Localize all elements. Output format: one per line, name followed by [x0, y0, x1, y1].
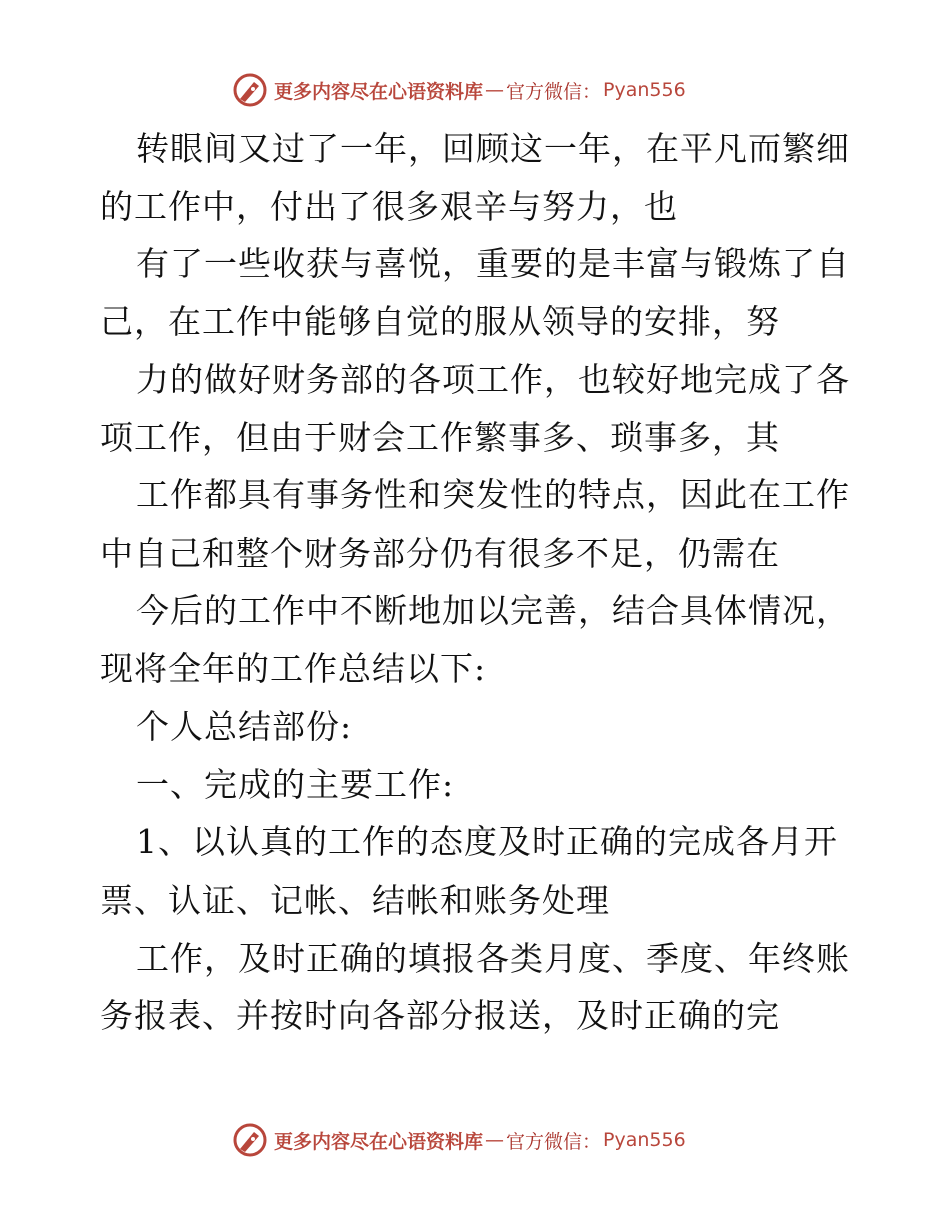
- text-line: 力的做好财务部的各项工作，也较好地完成了各: [136, 360, 850, 399]
- text-line: 1、以认真的工作的态度及时正确的完成各月开: [136, 822, 838, 861]
- text-line: 的工作中，付出了很多艰辛与努力，也: [100, 187, 678, 226]
- text-line: 工作，及时正确的填报各类月度、季度、年终账: [136, 939, 850, 978]
- text-line: 项工作，但由于财会工作繁事多、琐事多，其: [100, 418, 780, 457]
- text-line: 个人总结部份:: [136, 707, 353, 746]
- text-line: 务报表、并按时向各部分报送，及时正确的完: [100, 996, 780, 1035]
- wechat-label: 官方微信：: [506, 80, 602, 103]
- banner-separator: —: [485, 1129, 505, 1151]
- text-line: 转眼间又过了一年，回顾这一年，在平凡而繁细: [136, 129, 850, 168]
- banner-text: 更多内容尽在心语资料库: [274, 1130, 484, 1153]
- footer-banner: [232, 1120, 686, 1160]
- banner-text: 更多内容尽在心语资料库: [274, 80, 484, 103]
- wechat-label: 官方微信：: [506, 1130, 602, 1153]
- text-line: 现将全年的工作总结以下:: [100, 649, 487, 688]
- text-line: 己，在工作中能够自觉的服从领导的安排，努: [100, 302, 780, 341]
- text-line: 一、完成的主要工作:: [136, 765, 455, 804]
- pen-logo-icon: [232, 1122, 268, 1158]
- text-line: 票、认证、记帐、结帐和账务处理: [100, 881, 610, 920]
- wechat-id: Pyan556: [603, 79, 686, 101]
- wechat-id: Pyan556: [603, 1129, 686, 1151]
- text-line: 中自己和整个财务部分仍有很多不足，仍需在: [100, 534, 780, 573]
- banner-separator: —: [485, 79, 505, 101]
- text-line: 工作都具有事务性和突发性的特点，因此在工作: [136, 475, 850, 514]
- text-line: 有了一些收获与喜悦，重要的是丰富与锻炼了自: [136, 244, 850, 283]
- text-line: 今后的工作中不断地加以完善，结合具体情况，: [136, 591, 850, 630]
